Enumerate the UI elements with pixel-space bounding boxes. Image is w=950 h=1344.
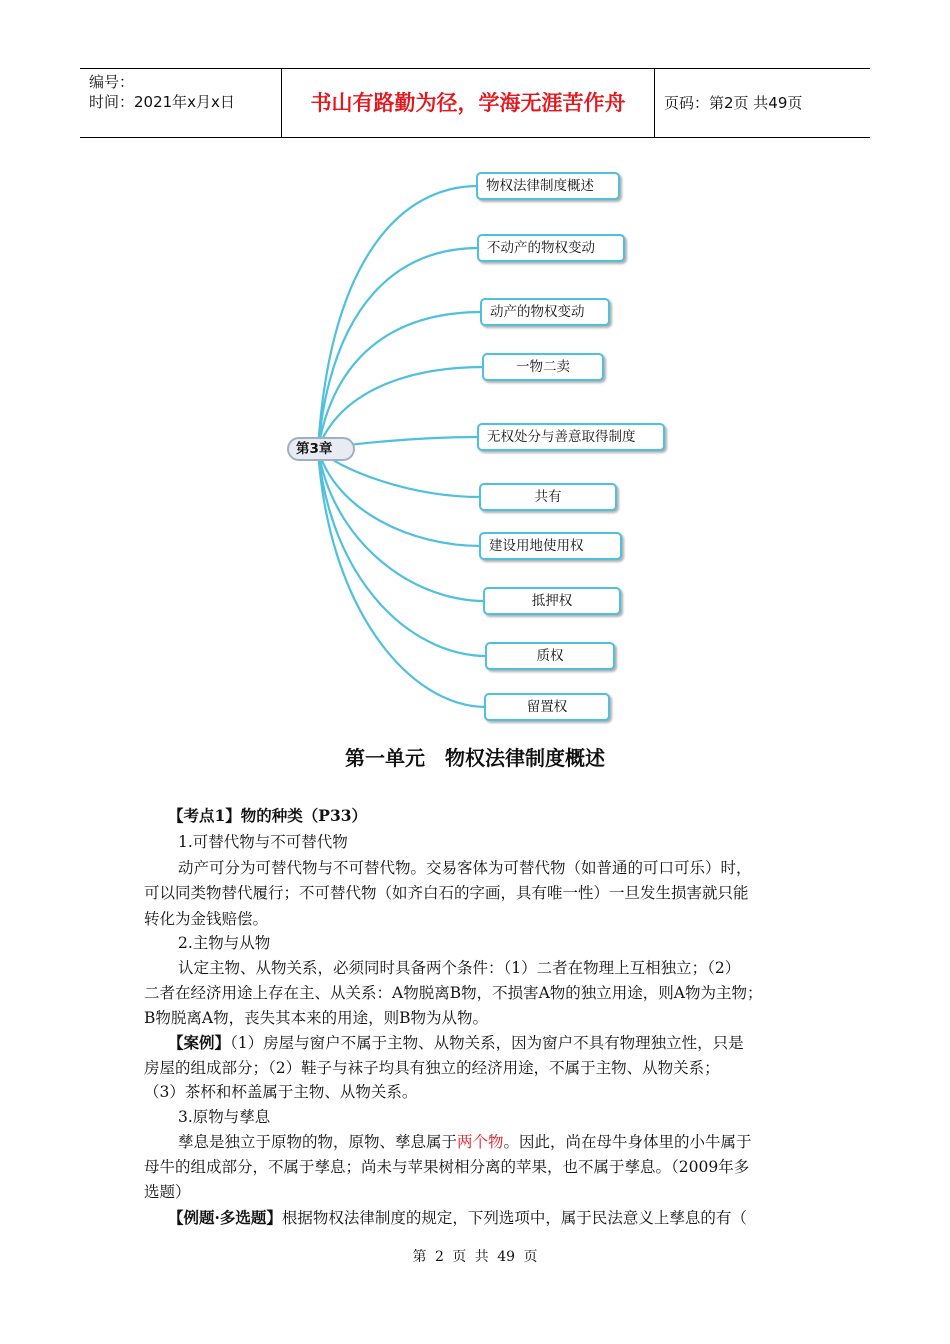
section-2-paragraph-line-3: B物脱离A物，丧失其本来的用途，则B物为从物。 [144,1009,488,1027]
header-page-label: 页码：第2页 共49页 [664,94,803,112]
mindmap-connectors [0,150,950,730]
case-line-3: （3）茶杯和杯盖属于主物、从物关系。 [144,1083,418,1101]
section-3-paragraph-line-2: 母牛的组成部分，不属于孳息；尚未与苹果树相分离的苹果，也不属于孳息。（2009年多 [144,1158,750,1176]
mindmap-node-6: 共有 [479,483,617,511]
mindmap-node-8: 抵押权 [483,587,621,615]
connector-2 [318,248,479,449]
connector-9 [318,449,487,656]
section-2-paragraph-line-1: 认定主物、从物关系，必须同时具备两个条件：（1）二者在物理上互相独立；（2） [178,959,741,977]
section-1-title: 1.可替代物与不可替代物 [178,833,348,851]
section-1-paragraph-line-2: 可以同类物替代履行；不可替代物（如齐白石的字画，具有唯一性）一旦发生损害就只能 [144,884,749,902]
mindmap-node-2: 不动产的物权变动 [477,234,625,262]
chapter-mindmap [0,150,950,730]
header-motto: 书山有路勤为径，学海无涯苦作舟 [282,69,655,137]
case-text-1: （1）房屋与窗户不属于主物、从物关系，因为窗户不具有物理独立性，只是 [230,1034,744,1052]
section-1-paragraph-line-3: 转化为金钱赔偿。 [144,910,269,928]
section-3-paragraph-line-1 [178,1132,752,1152]
mindmap-node-4: 一物二卖 [482,353,604,381]
mindmap-root-node: 第3章 [287,437,355,461]
mindmap-node-9: 质权 [485,642,615,670]
case-line-2: 房屋的组成部分；（2）鞋子与袜子均具有独立的经济用途，不属于主物、从物关系； [144,1059,720,1077]
section-2-title: 2.主物与从物 [178,934,271,952]
section-3-text-b: 。因此，尚在母牛身体里的小牛属于 [503,1133,752,1151]
highlight-two-objects: 两个物 [457,1133,504,1151]
example-label: 【例题·多选题】 [168,1208,282,1227]
example-text: 根据物权法律制度的规定，下列选项中，属于民法意义上孳息的有（ [281,1209,747,1227]
mindmap-node-7: 建设用地使用权 [479,532,622,560]
connector-8 [318,449,485,601]
section-3-title: 3.原物与孳息 [178,1108,271,1126]
time-label: 时间：2021年x月x日 [89,93,235,111]
connector-3 [318,312,482,449]
connector-1 [318,186,478,449]
section-3-text-a: 孳息是独立于原物的物，原物、孳息属于 [178,1133,458,1151]
mindmap-node-1: 物权法律制度概述 [476,172,620,200]
key-point-heading: 【考点1】物的种类（P33） [168,806,368,825]
case-line-1 [168,1033,744,1053]
serial-label: 编号： [89,73,135,91]
mindmap-node-5: 无权处分与善意取得制度 [477,423,665,451]
page-header [80,68,870,138]
section-3-paragraph-line-3: 选题） [144,1183,191,1201]
mindmap-node-10: 留置权 [484,693,610,721]
unit-title: 第一单元 物权法律制度概述 [345,746,605,770]
case-label: 【案例】 [168,1033,231,1052]
example-question-line [168,1208,747,1228]
section-2-paragraph-line-2: 二者在经济用途上存在主、从关系：A物脱离B物，不损害A物的独立用途，则A物为主物； [144,984,763,1002]
mindmap-node-3: 动产的物权变动 [480,298,610,326]
page-footer: 第 2 页 共 49 页 [412,1249,538,1265]
connector-7 [318,449,481,546]
section-1-paragraph-line-1: 动产可分为可替代物与不可替代物。交易客体为可替代物（如普通的可口可乐）时， [178,859,752,877]
header-meta [80,69,282,137]
